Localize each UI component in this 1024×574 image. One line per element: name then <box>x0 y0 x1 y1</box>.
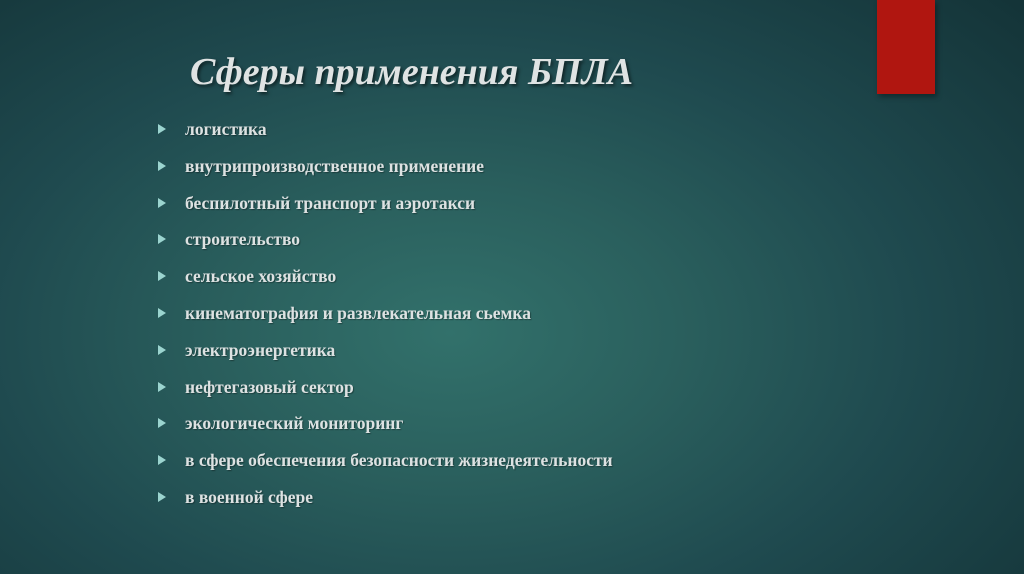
bullet-label: в военной сфере <box>185 486 313 507</box>
bullet-label: в сфере обеспечения безопасности жизнедеятельности <box>185 450 613 471</box>
bullet-item <box>158 187 613 224</box>
triangle-right-icon <box>158 198 166 208</box>
bullet-item <box>158 334 613 371</box>
bullet-item <box>158 371 613 408</box>
bullet-label: экологический мониторинг <box>185 413 404 434</box>
triangle-right-icon <box>158 345 166 355</box>
bullet-label: внутрипроизводственное применение <box>185 155 485 176</box>
bullet-list <box>158 113 613 518</box>
triangle-right-icon <box>158 234 166 244</box>
triangle-right-icon <box>158 492 166 502</box>
triangle-right-icon <box>158 418 166 428</box>
triangle-right-icon <box>158 382 166 392</box>
bullet-item <box>158 407 613 444</box>
bullet-item <box>158 260 613 297</box>
bullet-item <box>158 150 613 187</box>
bullet-label: строительство <box>185 229 301 250</box>
bullet-label: нефтегазовый сектор <box>185 376 354 397</box>
bullet-item <box>158 481 613 518</box>
triangle-right-icon <box>158 161 166 171</box>
bullet-label: беспилотный транспорт и аэротакси <box>185 192 476 213</box>
bullet-item <box>158 223 613 260</box>
triangle-right-icon <box>158 455 166 465</box>
triangle-right-icon <box>158 271 166 281</box>
bullet-label: сельское хозяйство <box>185 266 337 287</box>
bullet-label: кинематография и развлекательная сьемка <box>185 302 531 323</box>
triangle-right-icon <box>158 308 166 318</box>
bullet-label: электроэнергетика <box>185 339 336 360</box>
triangle-right-icon <box>158 124 166 134</box>
bullet-item <box>158 444 613 481</box>
accent-bar <box>877 0 935 94</box>
bullet-item <box>158 297 613 334</box>
slide-title: Сферы применения БПЛА <box>190 51 634 93</box>
bullet-item <box>158 113 613 150</box>
bullet-label: логистика <box>185 119 267 139</box>
